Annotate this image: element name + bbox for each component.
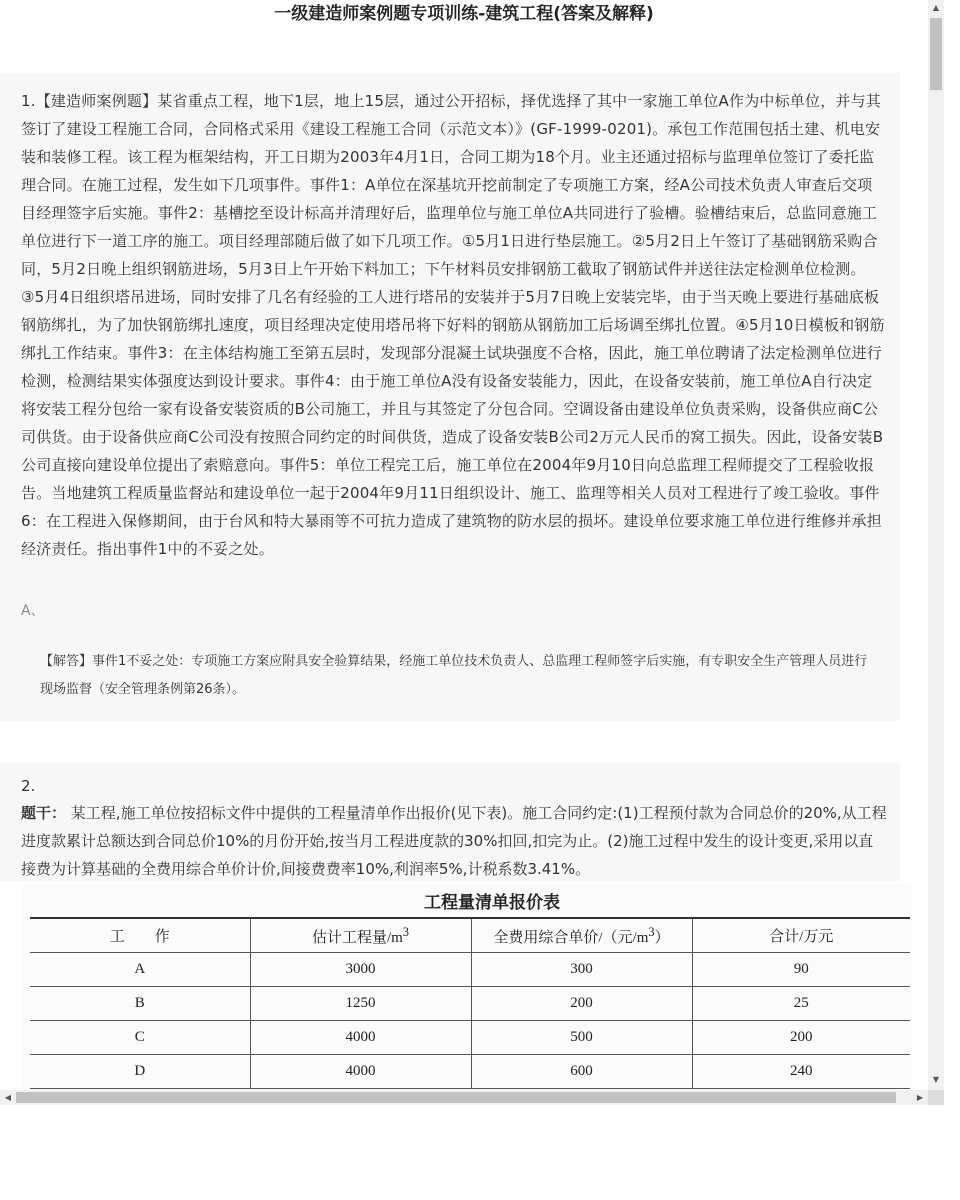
scroll-down-arrow-icon[interactable]: ▼ — [932, 1075, 940, 1084]
cell-unit-price: 200 — [471, 987, 692, 1021]
quote-table-figure — [22, 884, 912, 1090]
quote-table — [30, 917, 910, 1089]
question-2-stem — [21, 799, 887, 883]
question-2-stem-label: 题干： — [21, 804, 67, 822]
vertical-scrollbar[interactable] — [928, 0, 944, 1090]
page-title: 一级建造师案例题专项训练-建筑工程(答案及解释) — [274, 4, 654, 24]
cell-quantity: 4000 — [250, 1021, 471, 1055]
header-unit-price-suffix: ） — [654, 929, 670, 946]
header-total: 合计/万元 — [692, 918, 910, 953]
cell-total: 25 — [692, 987, 910, 1021]
horizontal-scroll-thumb[interactable] — [16, 1092, 896, 1103]
question-2-card — [0, 763, 900, 881]
question-2-stem-text: 某工程,施工单位按招标文件中提供的工程量清单作出报价(见下表)。施工合同约定:(1)工程预付款为合同总价的20%,从工程进度款累计总额达到合同总价10%的月份开始,按当月工程进度款的30%扣回,扣完为止。(2)施工过程中发生的设计变更,采用以直接费为计算基础的全费用综合单价计价,间接费费率10%,利润率5%,计税系数3.41%。 — [21, 804, 887, 878]
cell-work: A — [30, 953, 250, 987]
horizontal-scrollbar[interactable] — [0, 1090, 928, 1105]
header-unit-price-sup: 3 — [648, 924, 655, 939]
cell-quantity: 1250 — [250, 987, 471, 1021]
cell-unit-price: 600 — [471, 1055, 692, 1089]
table-row — [30, 1021, 910, 1055]
cell-unit-price: 500 — [471, 1021, 692, 1055]
vertical-scroll-thumb[interactable] — [930, 18, 942, 90]
cell-total: 200 — [692, 1021, 910, 1055]
scroll-up-arrow-icon[interactable]: ▲ — [932, 3, 940, 12]
header-unit-price — [471, 918, 692, 953]
question-1-answer: 【解答】事件1不妥之处：专项施工方案应附具安全验算结果，经施工单位技术负责人、总监理工程师签字后实施，有专职安全生产管理人员进行现场监督（安全管理条例第26条）。 — [40, 654, 868, 697]
cell-work: B — [30, 987, 250, 1021]
table-row — [30, 953, 910, 987]
question-2-number: 2. — [21, 777, 36, 795]
question-1-option-a[interactable]: A、 — [21, 603, 45, 619]
cell-quantity: 3000 — [250, 953, 471, 987]
cell-quantity: 4000 — [250, 1055, 471, 1089]
cell-total: 90 — [692, 953, 910, 987]
table-row — [30, 1055, 910, 1089]
cell-work: D — [30, 1055, 250, 1089]
table-header-row — [30, 918, 910, 953]
header-unit-price-text: 全费用综合单价/（元/m — [493, 929, 649, 946]
header-quantity-text: 估计工程量/m — [311, 929, 403, 946]
cell-work: C — [30, 1021, 250, 1055]
question-1-card — [0, 73, 900, 721]
cell-unit-price: 300 — [471, 953, 692, 987]
header-quantity-sup: 3 — [402, 924, 410, 939]
scroll-left-arrow-icon[interactable]: ◀ — [4, 1093, 12, 1102]
cell-total: 240 — [692, 1055, 910, 1089]
header-quantity — [250, 918, 471, 953]
header-work: 工 作 — [30, 918, 250, 953]
table-row — [30, 987, 910, 1021]
scrollbar-corner — [928, 1090, 944, 1105]
table-caption: 工程量清单报价表 — [424, 893, 560, 913]
scroll-right-arrow-icon[interactable]: ▶ — [916, 1093, 924, 1102]
question-1-text: 1.【建造师案例题】某省重点工程，地下1层，地上15层，通过公开招标，择优选择了其中一家施工单位A作为中标单位，并与其签订了建设工程施工合同，合同格式采用《建设工程施工合同（示范文本）》(GF-1999-0201)。承包工作范围包括土建、机电安装和装修工程。该工程为框架结构，开工日期为2003年4月1日，合同工期为18个月。业主还通过招标与监理单位签订了委托监理合同。在施工过程，发生如下几项事件。事件1：A单位在深基坑开挖前制定了专项施工方案，经A公司技术负责人审查后交项目经理签字后实施。事件2：基槽挖至设计标高并清理好后，监理单位与施工单位A共同进行了验槽。验槽结束后，总监同意施工单位进行下一道工序的施工。项目经理部随后做了如下几项工作。①5月1日进行垫层施工。②5月2日上午签订了基础钢筋采购合同，5月2日晚上组织钢筋进场，5月3日上午开始下料加工；下午材料员安排钢筋工截取了钢筋试件并送往法定检测单位检测。③5月4日组织塔吊进场，同时安排了几名有经验的工人进行塔吊的安装并于5月7日晚上安装完毕，由于当天晚上要进行基础底板钢筋绑扎，为了加快钢筋绑扎速度，项目经理决定使用塔吊将下好料的钢筋从钢筋加工后场调至绑扎位置。④5月10日模板和钢筋绑扎工作结束。事件3：在主体结构施工至第五层时，发现部分混凝土试块强度不合格，因此，施工单位聘请了法定检测单位进行检测，检测结果实体强度达到设计要求。事件4：由于施工单位A没有设备安装能力，因此，在设备安装前，施工单位A自行决定将安装工程分包给一家有设备安装资质的B公司施工，并且与其签定了分包合同。空调设备由建设单位负责采购，设备供应商C公司供货。由于设备供应商C公司没有按照合同约定的时间供货，造成了设备安装B公司2万元人民币的窝工损失。因此，设备安装B公司直接向建设单位提出了索赔意向。事件5：单位工程完工后，施工单位在2004年9月10日向总监理工程师提交了工程验收报告。当地建筑工程质量监督站和建设单位一起于2004年9月11日组织设计、施工、监理等相关人员对工程进行了竣工验收。事件6：在工程进入保修期间，由于台风和特大暴雨等不可抗力造成了建筑物的防水层的损坏。建设单位要求施工单位进行维修并承担经济责任。指出事件1中的不妥之处。 — [21, 92, 885, 558]
